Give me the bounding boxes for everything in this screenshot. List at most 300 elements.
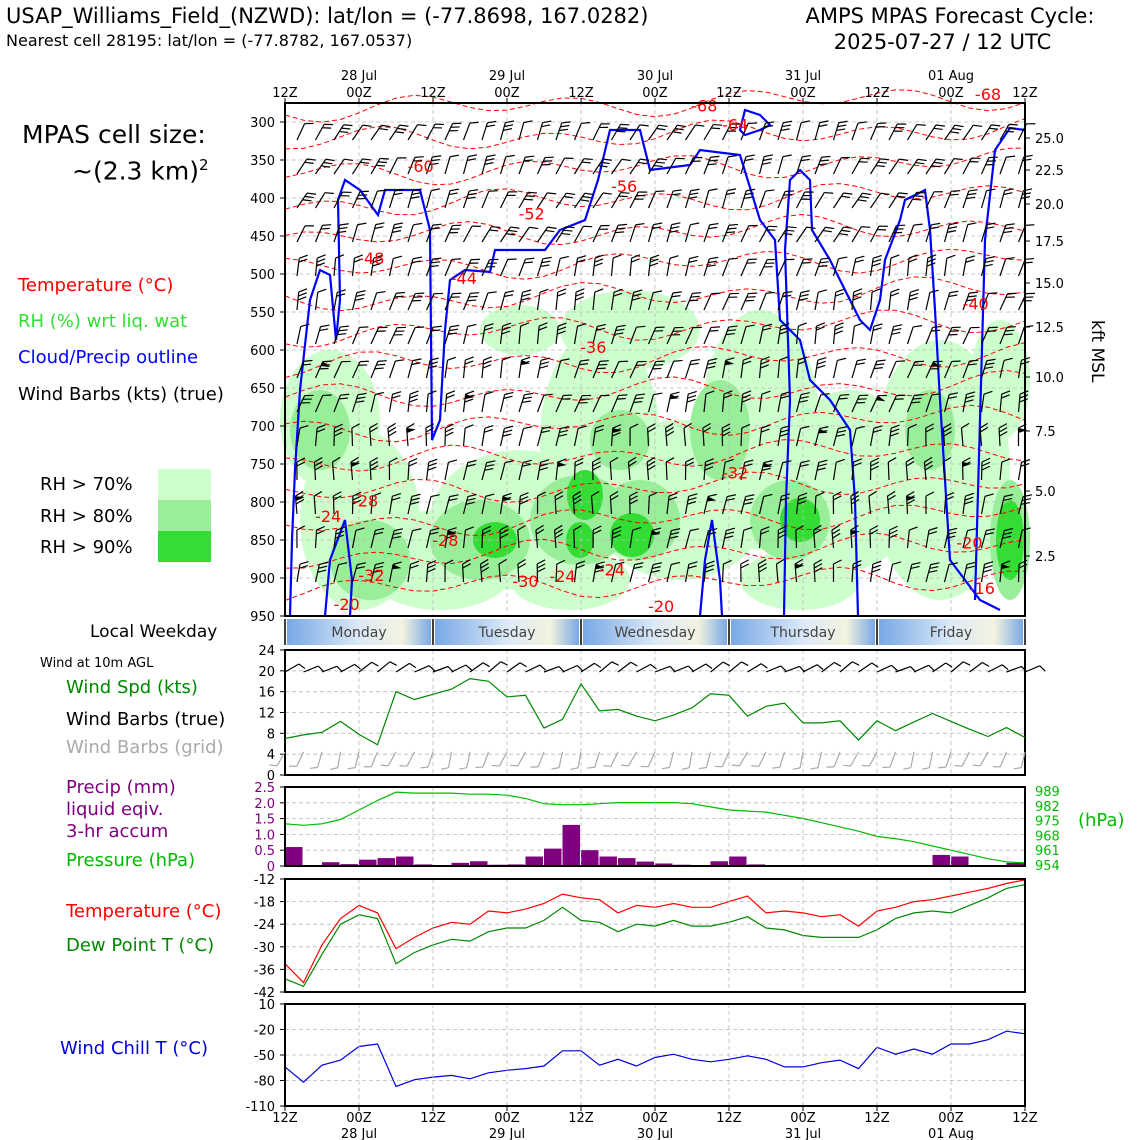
temperature-contour-label: -64: [722, 115, 749, 135]
barb-feather: [878, 120, 887, 127]
barb-shaft: [408, 191, 413, 208]
barb-shaft: [1019, 564, 1020, 582]
legend-rh70-label: RH > 70%: [40, 474, 133, 495]
barb-shaft: [760, 226, 769, 242]
legend-temperature: Temperature (°C): [18, 275, 174, 296]
wind-barb: [334, 121, 352, 144]
pressure-label: Pressure (hPa): [66, 850, 196, 871]
barb-feather: [348, 766, 356, 771]
barb-shaft: [482, 293, 488, 310]
barb-shaft: [482, 260, 490, 276]
barb-feather: [854, 288, 862, 293]
barb-shaft: [963, 328, 971, 344]
wind-barb: [778, 188, 794, 211]
legend-cloud: Cloud/Precip outline: [18, 347, 199, 368]
barb-shaft: [704, 327, 711, 344]
barb-feather: [523, 288, 532, 293]
true-wind-barb: [600, 660, 619, 678]
barb-shaft: [655, 666, 670, 672]
precip-label: Precip (mm): [66, 777, 176, 798]
wind-barb: [556, 190, 575, 213]
bottom-tick-label: 00Z: [494, 1111, 520, 1126]
barb-feather: [396, 290, 405, 297]
precip-tick-label: 1.5: [254, 812, 275, 828]
barb-shaft: [797, 259, 804, 276]
wind-barb: [445, 153, 459, 176]
barb-feather: [891, 288, 899, 293]
wind-barb: [926, 122, 945, 145]
barb-shaft: [686, 293, 693, 310]
bottom-tick-label: 00Z: [790, 1111, 816, 1126]
barb-shaft: [390, 293, 397, 310]
legend-rh90-label: RH > 90%: [40, 537, 133, 558]
barb-feather: [340, 221, 349, 227]
barb-shaft: [297, 292, 299, 310]
wind-barb: [427, 323, 442, 346]
pressure-tick-label: 300: [250, 116, 275, 131]
barb-shaft: [926, 125, 936, 140]
pressure-tick-label: 400: [250, 192, 275, 207]
barb-feather: [650, 262, 658, 267]
legend-rh: RH (%) wrt liq. wat: [18, 311, 188, 332]
barb-feather: [377, 289, 386, 295]
wind-barb: [464, 290, 480, 313]
precip-tick-label: 2.0: [254, 796, 275, 812]
barb-feather: [766, 187, 775, 193]
barb-shaft: [686, 394, 689, 412]
wind-barb: [815, 356, 826, 379]
value-tick-label: -36: [253, 963, 275, 979]
grid-wind-barb: [400, 749, 415, 769]
barb-shaft: [297, 258, 299, 276]
barb-shaft: [408, 361, 413, 378]
true-wind-barb: [285, 663, 305, 679]
barb-feather: [872, 564, 880, 569]
barb-shaft: [464, 360, 466, 378]
temperature-contour-label: -16: [968, 578, 995, 598]
grid-wind-barb: [973, 749, 988, 769]
kft-tick-label: 22.5: [1035, 164, 1064, 179]
barb-shaft: [390, 394, 393, 412]
wind-barb: [612, 156, 631, 179]
bottom-tick-label: 12Z: [1012, 1111, 1038, 1126]
true-wind-barb: [637, 663, 657, 678]
true-wind-barb: [933, 661, 953, 677]
wind-barb: [501, 188, 518, 211]
barb-feather: [394, 221, 403, 227]
barb-feather: [732, 762, 740, 768]
wind-barb: [963, 122, 982, 145]
barb-shaft: [889, 564, 892, 582]
barb-pennant: [407, 427, 416, 433]
barb-shaft: [630, 125, 640, 140]
wind-barb: [815, 322, 825, 345]
barb-shaft: [519, 259, 525, 276]
wind-barb: [445, 390, 455, 413]
bottom-time-axis: [272, 1106, 1038, 1140]
wind-barb: [760, 256, 777, 279]
top-tick-label: 00Z: [642, 86, 668, 101]
precip-bar: [563, 825, 581, 866]
weekday-label: Monday: [331, 625, 387, 641]
barb-feather: [330, 767, 337, 771]
grid-wind-barb: [621, 749, 637, 769]
wind-barb: [815, 189, 833, 212]
barb-shaft: [1019, 157, 1024, 174]
barb-shaft: [667, 258, 670, 276]
wind-barb: [316, 121, 334, 144]
barb-feather: [1014, 766, 1022, 771]
barb-shaft: [778, 260, 786, 276]
wind-barb: [519, 425, 532, 448]
barb-feather: [710, 221, 719, 227]
top-tick-label: 00Z: [494, 86, 520, 101]
barb-shaft: [741, 294, 748, 310]
wind-barb: [889, 254, 899, 277]
barb-feather: [1026, 120, 1035, 127]
temperature-panel: [254, 873, 1025, 1001]
wind-barb: [371, 358, 387, 381]
wind-barb: [1019, 120, 1036, 143]
top-date-label: 29 Jul: [488, 69, 526, 84]
top-tick-label: 00Z: [938, 86, 964, 101]
barb-feather: [603, 763, 611, 769]
barb-shaft: [538, 123, 543, 140]
barb-shaft: [704, 225, 710, 242]
barb-feather: [376, 221, 385, 227]
grid-wind-barb: [603, 749, 618, 769]
wind-speed-label: Wind Spd (kts): [66, 677, 198, 698]
wind-barb: [815, 255, 830, 278]
barb-shaft: [649, 496, 650, 514]
barb-feather: [1002, 663, 1008, 671]
barb-shaft: [297, 564, 300, 582]
barb-shaft: [501, 360, 503, 378]
barb-feather: [358, 221, 367, 227]
barb-feather: [801, 289, 810, 295]
barb-feather: [299, 663, 305, 671]
wind-barb: [871, 190, 890, 213]
barb-feather: [445, 432, 453, 436]
pressure-tick-label: 750: [250, 458, 275, 473]
wind-barb: [316, 323, 330, 346]
wind-barb: [464, 390, 476, 413]
barb-feather: [817, 663, 823, 671]
barb-shaft: [445, 360, 448, 378]
wind-barb: [482, 188, 498, 211]
barb-shaft: [908, 327, 914, 344]
barb-shaft: [889, 124, 897, 140]
barb-shaft: [649, 225, 654, 242]
wind-barbs-true-label: Wind Barbs (true): [66, 709, 226, 730]
barb-feather: [472, 223, 481, 230]
barb-shaft: [316, 258, 318, 276]
barb-feather: [835, 292, 843, 297]
true-wind-barb: [304, 665, 324, 678]
barb-feather: [583, 223, 592, 230]
value-tick-label: -42: [253, 986, 275, 1001]
precip-bar: [618, 858, 636, 866]
wind-barb: [908, 221, 923, 244]
temperature-contour-label: -44: [450, 268, 477, 288]
barb-shaft: [482, 428, 485, 446]
barb-feather: [973, 122, 982, 130]
true-wind-barb: [489, 660, 508, 678]
wind-barbs-grid-label: Wind Barbs (grid): [66, 737, 224, 758]
wind-barb: [575, 155, 593, 178]
grid-wind-barb: [827, 749, 840, 769]
barb-shaft: [501, 192, 509, 208]
barb-shaft: [408, 225, 413, 242]
wind-barb: [908, 254, 918, 277]
barb-feather: [601, 222, 610, 229]
barb-shaft: [538, 292, 541, 310]
barb-shaft: [482, 394, 485, 412]
precip-label-3: 3-hr accum: [66, 821, 169, 842]
wind-barb: [852, 322, 863, 345]
value-tick-label: -80: [253, 1074, 275, 1090]
pressure-tick-label: 982: [1035, 799, 1060, 815]
bottom-tick-label: 12Z: [716, 1111, 742, 1126]
temperature-contour-label: -40: [962, 294, 989, 314]
wind-barb: [852, 190, 871, 213]
barb-feather: [452, 120, 461, 127]
barb-shaft: [723, 225, 730, 242]
temperature-contour-label: -20: [333, 594, 360, 614]
barb-shaft: [464, 226, 472, 242]
wind-barb: [408, 255, 422, 278]
barb-shaft: [800, 752, 803, 768]
wind-barb: [649, 122, 668, 145]
barb-feather: [595, 288, 603, 293]
temperature-contour-label: -20: [956, 533, 983, 553]
barb-feather: [951, 188, 960, 195]
wind-barb: [667, 122, 686, 145]
grid-wind-barb: [1014, 750, 1025, 770]
pressure-tick-label: 989: [1035, 785, 1060, 800]
wind-barb: [501, 391, 514, 414]
barb-shaft: [908, 292, 911, 310]
barb-feather: [433, 255, 442, 261]
wind-barb: [1019, 222, 1035, 245]
barb-feather: [709, 255, 718, 261]
barb-feather: [852, 660, 859, 667]
barb-shaft: [318, 752, 322, 767]
precip-bar: [951, 857, 969, 866]
barb-shaft: [482, 530, 483, 548]
barb-feather: [299, 564, 308, 569]
barb-feather: [344, 121, 353, 129]
barb-feather: [729, 222, 738, 229]
barb-feather: [784, 289, 793, 295]
barb-feather: [690, 255, 699, 261]
pressure-tick-label: 950: [250, 610, 275, 625]
barb-feather: [410, 390, 418, 395]
barb-feather: [450, 153, 459, 159]
pressure-tick-label: 450: [250, 230, 275, 245]
pressure-tick-label: 350: [250, 154, 275, 169]
wind-barb: [353, 122, 372, 145]
top-time-axis: [272, 69, 1038, 103]
barb-feather: [1006, 153, 1015, 160]
kft-tick-label: 25.0: [1035, 132, 1064, 147]
wind-barb: [630, 221, 644, 244]
wind-barb: [445, 187, 459, 210]
value-tick-label: -12: [253, 873, 275, 888]
true-wind-barb: [415, 664, 435, 678]
top-tick-label: 12Z: [716, 86, 742, 101]
wind-barb: [408, 324, 424, 347]
barb-shaft: [871, 193, 881, 208]
wind-barb: [353, 156, 372, 179]
barb-feather: [824, 189, 833, 197]
barb-feather: [317, 258, 325, 263]
barb-feather: [415, 324, 424, 331]
barb-shaft: [593, 193, 603, 208]
barb-feather: [571, 766, 578, 770]
barb-shaft: [390, 328, 398, 344]
wind-barb: [390, 390, 402, 413]
barb-feather: [688, 394, 697, 399]
barb-feather: [618, 222, 627, 229]
grid-wind-barb: [938, 750, 951, 770]
precip-tick-label: 1.0: [254, 828, 275, 844]
wind-barb: [871, 288, 881, 311]
temperature-contour-label: -60: [407, 157, 434, 177]
wind-barb: [741, 222, 758, 245]
barb-feather: [298, 296, 306, 301]
barb-shaft: [963, 191, 969, 208]
barb-shaft: [982, 462, 983, 480]
barb-feather: [835, 326, 843, 331]
wind-barb: [963, 221, 976, 244]
wind-barb: [649, 254, 660, 277]
barb-feather: [993, 764, 1001, 769]
barb-feather: [392, 394, 401, 399]
wind-barb: [593, 254, 604, 277]
grid-wind-barb: [662, 750, 674, 770]
barb-feather: [484, 356, 492, 361]
barb-feather: [783, 119, 792, 125]
barb-feather: [764, 153, 773, 159]
value-tick-label: 20: [258, 664, 275, 680]
barb-shaft: [519, 227, 529, 242]
top-date-label: 28 Jul: [340, 69, 378, 84]
barb-pennant: [1018, 428, 1027, 433]
barb-feather: [344, 156, 353, 164]
barb-feather: [531, 764, 539, 769]
temperature-contour-label: -28: [432, 531, 459, 551]
true-wind-barb: [729, 660, 748, 677]
barb-feather: [879, 223, 888, 230]
wind-barb: [464, 223, 481, 246]
wind-barb: [501, 356, 511, 379]
barb-shaft: [945, 258, 947, 276]
wind-barb: [501, 256, 517, 279]
legend-wind-barbs: Wind Barbs (kts) (true): [18, 384, 224, 405]
barb-feather: [413, 255, 422, 261]
wind-barb: [482, 289, 497, 312]
temperature-contour-label: -24: [598, 560, 625, 580]
barb-shaft: [427, 462, 429, 480]
pressure-tick-label: 800: [250, 496, 275, 511]
barb-shaft: [1000, 259, 1006, 276]
barb-feather: [357, 289, 366, 295]
kft-tick-label: 2.5: [1035, 550, 1056, 565]
barb-feather: [922, 766, 929, 770]
barb-feather: [834, 661, 841, 668]
grid-wind-barb: [475, 750, 488, 770]
barb-feather: [525, 255, 534, 262]
barb-feather: [748, 290, 757, 297]
true-wind-barb: [859, 661, 879, 677]
barb-shaft: [908, 258, 910, 276]
temperature-contour-label: -56: [611, 176, 638, 196]
barb-feather: [934, 188, 943, 195]
pressure-tick-label: 500: [250, 268, 275, 283]
bottom-date-label: 31 Jul: [784, 1127, 822, 1140]
wind-barb: [501, 224, 520, 247]
value-tick-label: -30: [253, 940, 275, 956]
temperature-contour-label: -32: [722, 463, 749, 483]
barb-feather: [417, 121, 426, 129]
value-tick-label: -20: [253, 1023, 275, 1039]
barb-shaft: [982, 125, 992, 140]
barb-feather: [670, 254, 679, 259]
weekday-bar: [285, 619, 1025, 645]
wind-barb: [704, 255, 718, 278]
wind-barb: [686, 187, 700, 210]
rh70-region: [740, 550, 860, 610]
wind-barb: [427, 356, 439, 379]
barb-shaft: [797, 123, 802, 140]
bottom-tick-label: 12Z: [864, 1111, 890, 1126]
bottom-tick-label: 12Z: [568, 1111, 594, 1126]
barb-feather: [729, 255, 738, 262]
barb-shaft: [316, 225, 323, 242]
wind-barb: [871, 155, 890, 178]
barb-feather: [521, 296, 530, 301]
barb-shaft: [834, 752, 840, 767]
barb-feather: [903, 766, 910, 770]
weekday-label: Thursday: [770, 625, 836, 641]
barb-feather: [741, 660, 748, 667]
wind-barb: [371, 324, 387, 347]
wind-barb: [667, 390, 680, 413]
true-wind-barb: [766, 665, 786, 679]
grid-wind-barb: [922, 751, 932, 771]
barb-shaft: [353, 125, 363, 140]
barb-feather: [687, 398, 696, 403]
barb-shaft: [723, 157, 729, 174]
barb-feather: [483, 364, 491, 369]
barb-feather: [510, 763, 518, 769]
grid-wind-barb: [510, 749, 525, 769]
cycle-date: 2025-07-27 / 12 UTC: [833, 30, 1052, 54]
wind-barb: [1000, 187, 1013, 210]
barb-pennant: [670, 394, 680, 401]
barb-shaft: [353, 258, 355, 276]
top-tick-label: 12Z: [568, 86, 594, 101]
wind-barb: [297, 560, 308, 583]
wind-barb: [427, 290, 444, 313]
precip-pressure-panel: [254, 781, 1060, 875]
wind-barb: [427, 121, 444, 144]
barb-shaft: [426, 428, 427, 446]
barb-shaft: [889, 327, 894, 344]
barb-feather: [711, 290, 720, 297]
barb-shaft: [482, 157, 487, 174]
